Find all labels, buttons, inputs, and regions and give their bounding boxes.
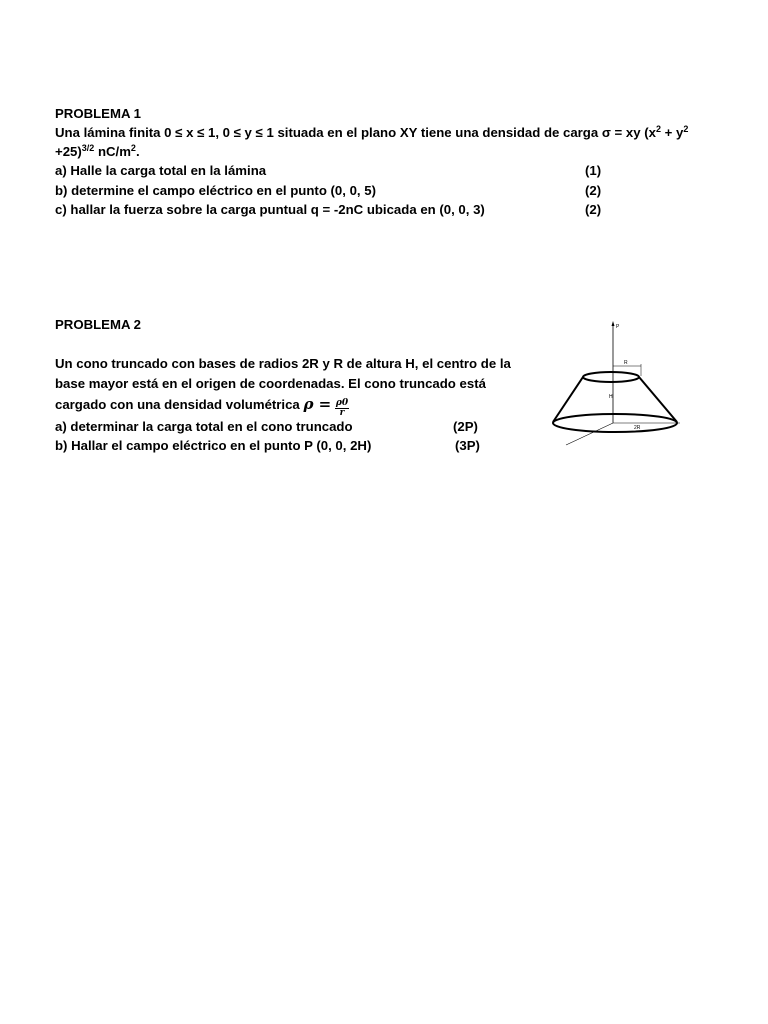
problem1-item-a-points: (1) bbox=[585, 163, 602, 178]
problem1-item-c: c) hallar la fuerza sobre la carga puntual q = -2nC ubicada en (0, 0, 3) bbox=[55, 202, 485, 217]
truncated-cone-figure bbox=[548, 318, 688, 453]
problem1-item-b-points: (2) bbox=[585, 183, 602, 198]
density-equation-fraction: $\frac{\rho 0}{r}$ bbox=[335, 398, 349, 418]
problem2-item-b-points: (3P) bbox=[455, 438, 480, 453]
problem2-item-b: b) Hallar el campo eléctrico en el punto P (0, 0, 2H) bbox=[55, 438, 372, 453]
problem2-title: PROBLEMA 2 bbox=[55, 317, 141, 332]
problem2-statement-line1: Un cono truncado con bases de radios 2R y R de altura H, el centro de la bbox=[55, 356, 511, 371]
problem1-item-b: b) determine el campo eléctrico en el punto (0, 0, 5) bbox=[55, 183, 376, 198]
problem2-statement-line2: base mayor está en el origen de coordenadas. El cono truncado está bbox=[55, 376, 486, 391]
problem1-statement-line1: Una lámina finita 0 ≤ x ≤ 1, 0 ≤ y ≤ 1 situada en el plano XY tiene una densidad de carga σ = xy ($x^2 + y^2$ bbox=[55, 124, 689, 140]
problem1-item-c-points: (2) bbox=[585, 202, 602, 217]
problem1-item-a: a) Halle la carga total en la lámina bbox=[55, 163, 267, 178]
x-axis bbox=[566, 423, 613, 445]
label-p: P bbox=[616, 324, 620, 330]
label-r: R bbox=[624, 360, 628, 366]
problem1-statement-line2: +25)$^{3/2}$ $nC/m^2$. bbox=[55, 143, 140, 159]
z-axis-arrow bbox=[612, 321, 615, 326]
label-2r: 2R bbox=[634, 425, 641, 431]
problem2-item-a-points: (2P) bbox=[453, 419, 478, 434]
problem2-statement-line3: cargado con una densidad volumétrica ρ = $\frac{\rho 0}{r}$ bbox=[55, 395, 349, 418]
problem1-title: PROBLEMA 1 bbox=[55, 106, 141, 121]
cone-top-base bbox=[583, 372, 639, 382]
density-equation-lhs: ρ = bbox=[303, 395, 332, 413]
problem2-item-a: a) determinar la carga total en el cono truncado bbox=[55, 419, 353, 434]
label-h: H bbox=[609, 394, 613, 400]
